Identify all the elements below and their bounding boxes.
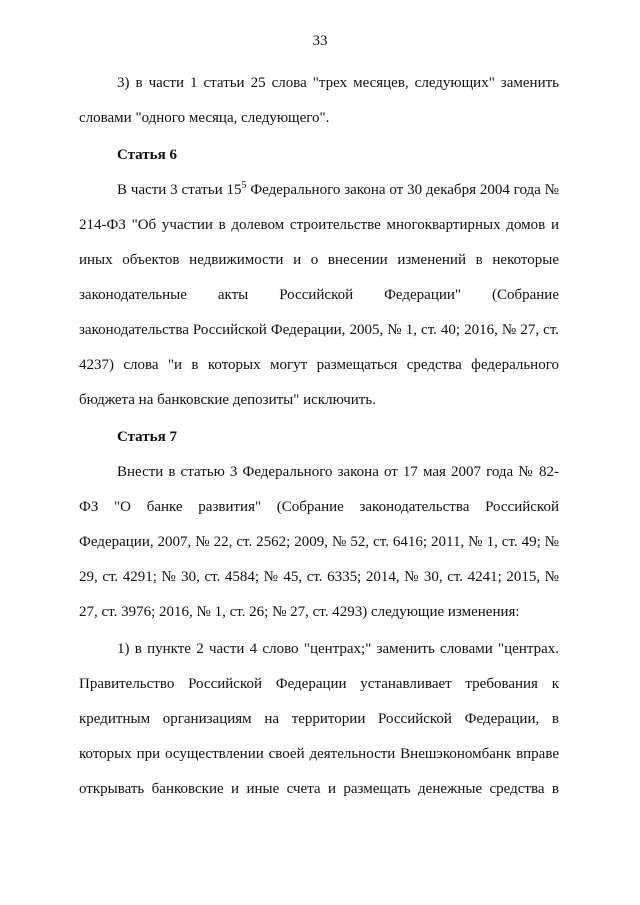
document-body — [79, 66, 559, 807]
article-6-text-rest: Федерального закона от 30 декабря 2004 года № 214-ФЗ "Об участии в долевом строительстве многоквартирных домов и иных объектов недвижимости и о внесении изменений в некоторые законодательные акты Российской Федерации" (Собрание законодательства Российской Федерации, 2005, № 1, ст. 40; 2016, № 27, ст. 4237) слова "и в которых могут размещаться средства федерального бюджета на банковские депозиты" исключить. — [79, 182, 559, 408]
article-6-superscript: 5 — [241, 180, 247, 191]
article-7-text: Внести в статью 3 Федерального закона от 17 мая 2007 года № 82-ФЗ "О банке развития" (Собрание законодательства Российской Федерации, 2007, № 22, ст. 2562; 2009, № 52, ст. 6416; 2011, № 1, ст. 49; № 29, ст. 4291; № 30, ст. 4584; № 45, ст. 6335; 2014, № 30, ст. 4241; 2015, № 27, ст. 3976; 2016, № 1, ст. 26; № 27, ст. 4293) следующие изменения: — [79, 464, 559, 620]
article-6-heading: Статья 6 — [117, 147, 177, 163]
article-6-text-start: В части 3 статьи 15 — [117, 182, 242, 198]
page-number: 33 — [312, 33, 328, 49]
article-6-text — [79, 173, 559, 418]
amendment-item-3: 3) в части 1 статьи 25 слова "трех месяцев, следующих" заменить словами "одного месяца, следующего". — [79, 75, 559, 126]
article-7-heading: Статья 7 — [117, 429, 177, 445]
article-7-item-1: 1) в пункте 2 части 4 слово "центрах;" заменить словами "центрах. Правительство Российской Федерации устанавливает требования к кредитным организациям на территории Российской Федерации, в которых при осуществлении своей деятельности Внешэкономбанк вправе открывать банковские и иные счета и размещать денежные средства в — [79, 641, 559, 797]
